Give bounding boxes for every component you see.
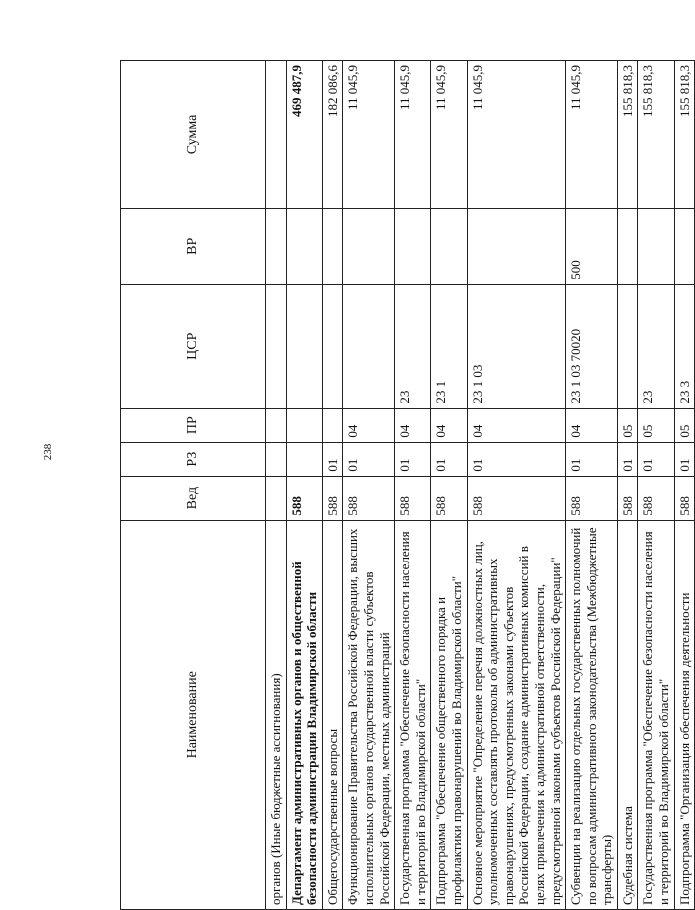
cell-ved: 588 [638,476,674,520]
cell-name: органов (Иные бюджетные ассигнования) [266,520,287,909]
table-body [266,61,695,910]
cell-csr: 23 [395,284,431,408]
cell-sum: 182 086,6 [322,61,343,209]
cell-pr: 04 [431,408,467,442]
cell-rz: 01 [467,442,566,476]
cell-ved: 588 [322,476,343,520]
cell-csr [322,284,343,408]
table-row [266,61,287,910]
cell-vr [286,208,322,284]
rotated-table-container [120,60,692,910]
cell-pr [266,408,287,442]
cell-vr [617,208,638,284]
cell-name: Подпрограмма "Обеспечение общественного порядка и профилактики правонарушений во Владимирской области" [431,520,467,909]
cell-csr: 23 [638,284,674,408]
cell-pr: 04 [343,408,395,442]
cell-csr [617,284,638,408]
cell-vr [431,208,467,284]
header-ved: Вед [121,476,266,520]
cell-pr: 05 [674,408,695,442]
cell-name: Государственная программа "Обеспечение безопасности населения и территорий во Владимирской области" [395,520,431,909]
cell-ved: 588 [431,476,467,520]
page-number: 238 [42,443,54,461]
cell-ved: 588 [286,476,322,520]
table-row [286,61,322,910]
cell-sum [266,61,287,209]
cell-name: Государственная программа "Обеспечение безопасности населения и территорий во Владимирской области" [638,520,674,909]
cell-ved: 588 [566,476,618,520]
cell-pr: 05 [638,408,674,442]
cell-rz: 01 [322,442,343,476]
cell-ved: 588 [395,476,431,520]
table-rotator [120,60,692,910]
cell-rz: 01 [617,442,638,476]
cell-rz: 01 [566,442,618,476]
cell-sum: 11 045,9 [467,61,566,209]
header-name: Наименование [121,520,266,909]
table-row [566,61,618,910]
cell-sum: 11 045,9 [343,61,395,209]
cell-pr [322,408,343,442]
cell-name: Основное мероприятие "Определение перечня должностных лиц, уполномоченных составлять протоколы об административных правонарушениях, предусмотренных законами субъектов Российской Федерации, создание административных комиссий в целях привлечения к административной ответственности, предусмотренной законами субъектов Российской Федерации" [467,520,566,909]
cell-sum: 155 818,3 [638,61,674,209]
table-header [121,61,266,910]
cell-name: Судебная система [617,520,638,909]
table-row [343,61,395,910]
cell-pr: 04 [467,408,566,442]
table-row [674,61,695,910]
cell-vr [467,208,566,284]
cell-rz: 01 [638,442,674,476]
header-pr: ПР [121,408,266,442]
cell-vr [343,208,395,284]
cell-ved [266,476,287,520]
cell-ved: 588 [343,476,395,520]
cell-name: Подпрограмма "Организация обеспечения деятельности [674,520,695,909]
cell-csr [266,284,287,408]
cell-name: Департамент административных органов и общественной безопасности администрации Владимирской области [286,520,322,909]
cell-vr [674,208,695,284]
cell-csr: 23 1 03 70020 [566,284,618,408]
cell-name: Субвенции на реализацию отдельных государственных полномочий по вопросам административного законодательства (Межбюджетные трансферты) [566,520,618,909]
cell-csr: 23 1 03 [467,284,566,408]
cell-rz: 01 [431,442,467,476]
cell-pr: 04 [395,408,431,442]
cell-csr: 23 3 [674,284,695,408]
cell-vr [638,208,674,284]
header-rz: РЗ [121,442,266,476]
cell-pr: 05 [617,408,638,442]
cell-vr: 500 [566,208,618,284]
cell-pr: 04 [566,408,618,442]
cell-sum: 469 487,9 [286,61,322,209]
header-vr: ВР [121,208,266,284]
cell-rz: 01 [343,442,395,476]
header-csr: ЦСР [121,284,266,408]
table-row [431,61,467,910]
table-row [638,61,674,910]
table-row [322,61,343,910]
cell-vr [266,208,287,284]
cell-sum: 11 045,9 [566,61,618,209]
cell-vr [395,208,431,284]
cell-ved: 588 [617,476,638,520]
cell-name: Функционирование Правительства Российской Федерации, высших исполнительных органов государственной власти субъектов Российской Федерации, местных администраций [343,520,395,909]
table-row [395,61,431,910]
cell-ved: 588 [467,476,566,520]
cell-csr: 23 1 [431,284,467,408]
cell-rz [286,442,322,476]
cell-sum: 155 818,3 [617,61,638,209]
cell-vr [322,208,343,284]
cell-rz: 01 [395,442,431,476]
cell-csr [286,284,322,408]
cell-sum: 155 818,3 [674,61,695,209]
header-row [121,61,266,910]
cell-name: Общегосударственные вопросы [322,520,343,909]
cell-rz [266,442,287,476]
header-sum: Сумма [121,61,266,209]
cell-ved: 588 [674,476,695,520]
table-row [467,61,566,910]
cell-pr [286,408,322,442]
cell-sum: 11 045,9 [395,61,431,209]
cell-rz: 01 [674,442,695,476]
table-row [617,61,638,910]
cell-sum: 11 045,9 [431,61,467,209]
budget-table [120,60,695,910]
cell-csr [343,284,395,408]
